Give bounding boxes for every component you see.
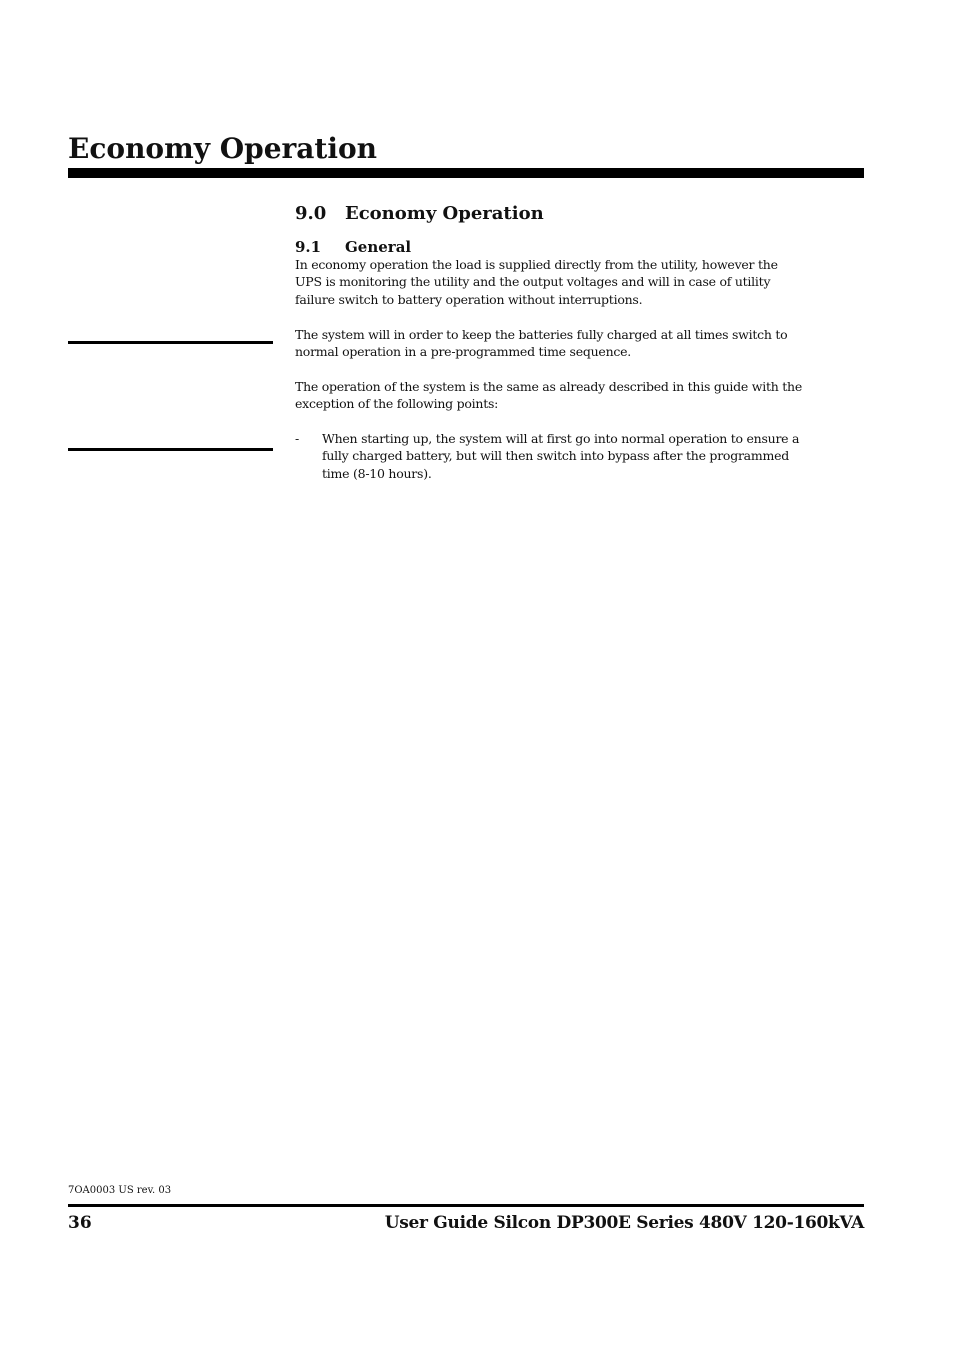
bullet-item (295, 430, 864, 482)
subsection-number: 9.1 (295, 238, 322, 256)
document-code: 7OA0003 US rev. 03 (68, 1185, 172, 1196)
paragraph (295, 256, 864, 308)
page-number: 36 (68, 1213, 92, 1233)
bullet-line: time (8-10 hours). (322, 465, 432, 481)
footer-divider (68, 1204, 864, 1207)
paragraph-line: The system will in order to keep the batteries fully charged at all times switch to (295, 326, 788, 342)
margin-divider (68, 448, 273, 451)
subsection-title: General (345, 238, 412, 256)
paragraph-line: normal operation in a pre-programmed time sequence. (295, 344, 631, 360)
page-title: Economy Operation (68, 132, 378, 165)
section-title: Economy Operation (345, 203, 544, 224)
subsection-heading (295, 238, 864, 256)
guide-title: User Guide Silcon DP300E Series 480V 120-160kVA (384, 1213, 864, 1233)
paragraph-line: failure switch to battery operation without interruptions. (295, 291, 643, 307)
paragraph-line: In economy operation the load is supplied directly from the utility, however the (295, 257, 778, 272)
section-number: 9.0 (295, 203, 327, 224)
section-heading (295, 200, 864, 228)
bullet-line: fully charged battery, but will then switch into bypass after the programmed (322, 448, 789, 464)
bullet-line: When starting up, the system will at first go into normal operation to ensure a (322, 431, 800, 447)
main-content (295, 200, 864, 482)
paragraph (295, 326, 864, 361)
paragraph-line: exception of the following points: (295, 396, 499, 412)
margin-divider (68, 341, 273, 344)
paragraph-line: UPS is monitoring the utility and the output voltages and will in case of utility (295, 274, 771, 290)
paragraph-line: The operation of the system is the same as already described in this guide with the (295, 378, 802, 394)
paragraph (295, 378, 864, 413)
title-divider (68, 168, 864, 178)
bullet-dash: - (295, 431, 299, 447)
